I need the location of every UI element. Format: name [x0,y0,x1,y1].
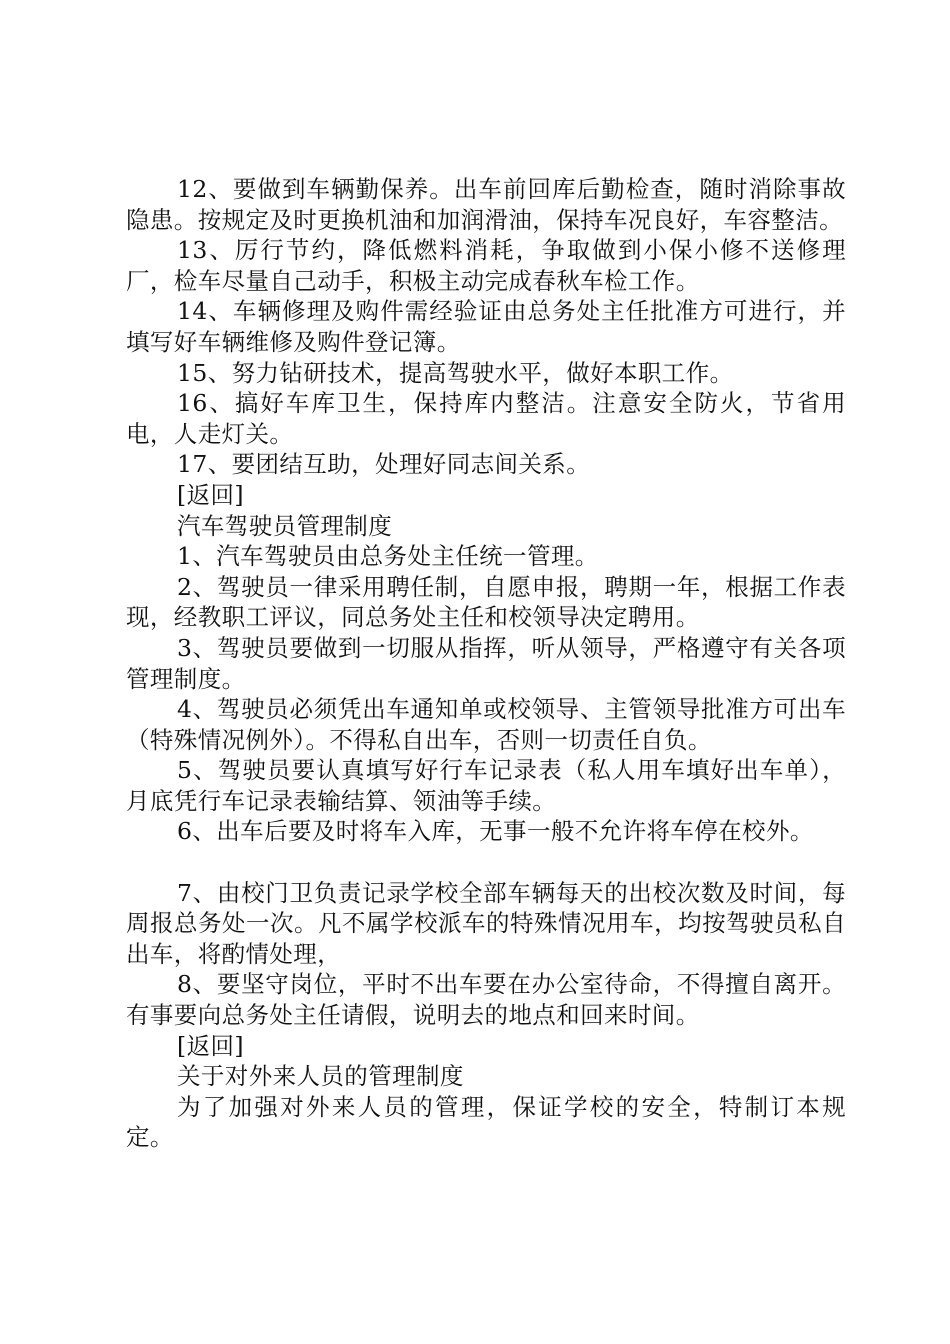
section-heading-driver-rules: 汽车驾驶员管理制度 [177,511,393,540]
section-heading-visitor-rules: 关于对外来人员的管理制度 [177,1062,464,1091]
rule-12: 12、要做到车辆勤保养。出车前回库后勤检查，随时消除事故隐患。按规定及时更换机油和加润滑油，保持车况良好，车容整洁。 [126,175,846,234]
paragraph-gap [126,847,846,878]
document-body [126,174,846,1153]
rule-15: 15、努力钻研技术，提高驾驶水平，做好本职工作。 [177,358,734,387]
driver-rule-8: 8、要坚守岗位，平时不出车要在办公室待命，不得擅自离开。有事要向总务处主任请假，说明去的地点和回来时间。 [126,970,846,1030]
return-link-2[interactable]: [返回] [177,1031,244,1060]
rule-17: 17、要团结互助，处理好同志间关系。 [177,450,591,479]
return-link-1[interactable]: [返回] [177,480,244,509]
driver-rule-1: 1、汽车驾驶员由总务处主任统一管理。 [177,542,599,571]
driver-rule-5: 5、驾驶员要认真填写好行车记录表（私人用车填好出车单），月底凭行车记录表输结算、领油等手续。 [126,756,846,815]
driver-rule-2: 2、驾驶员一律采用聘任制，自愿申报，聘期一年，根据工作表现，经教职工评议，同总务处主任和校领导决定聘用。 [126,572,846,632]
rule-13: 13、厉行节约，降低燃料消耗，争取做到小保小修不送修理厂，检车尽量自己动手，积极主动完成春秋车检工作。 [126,236,846,295]
rule-16: 16、搞好车库卫生，保持库内整洁。注意安全防火，节省用电，人走灯关。 [126,389,846,448]
driver-rule-4: 4、驾驶员必须凭出车通知单或校领导、主管领导批准方可出车（特殊情况例外）。不得私自出车，否则一切责任自负。 [126,695,846,754]
driver-rule-3: 3、驾驶员要做到一切服从指挥，听从领导，严格遵守有关各项管理制度。 [126,633,846,693]
driver-rule-6: 6、出车后要及时将车入库，无事一般不允许将车停在校外。 [177,817,814,846]
rule-14: 14、车辆修理及购件需经验证由总务处主任批准方可进行，并填写好车辆维修及购件登记簿。 [126,297,846,356]
visitor-intro: 为了加强对外来人员的管理，保证学校的安全，特制订本规定。 [126,1092,846,1152]
driver-rule-7: 7、由校门卫负责记录学校全部车辆每天的出校次数及时间，每周报总务处一次。凡不属学校派车的特殊情况用车，均按驾驶员私自出车，将酌情处理， [126,878,846,968]
